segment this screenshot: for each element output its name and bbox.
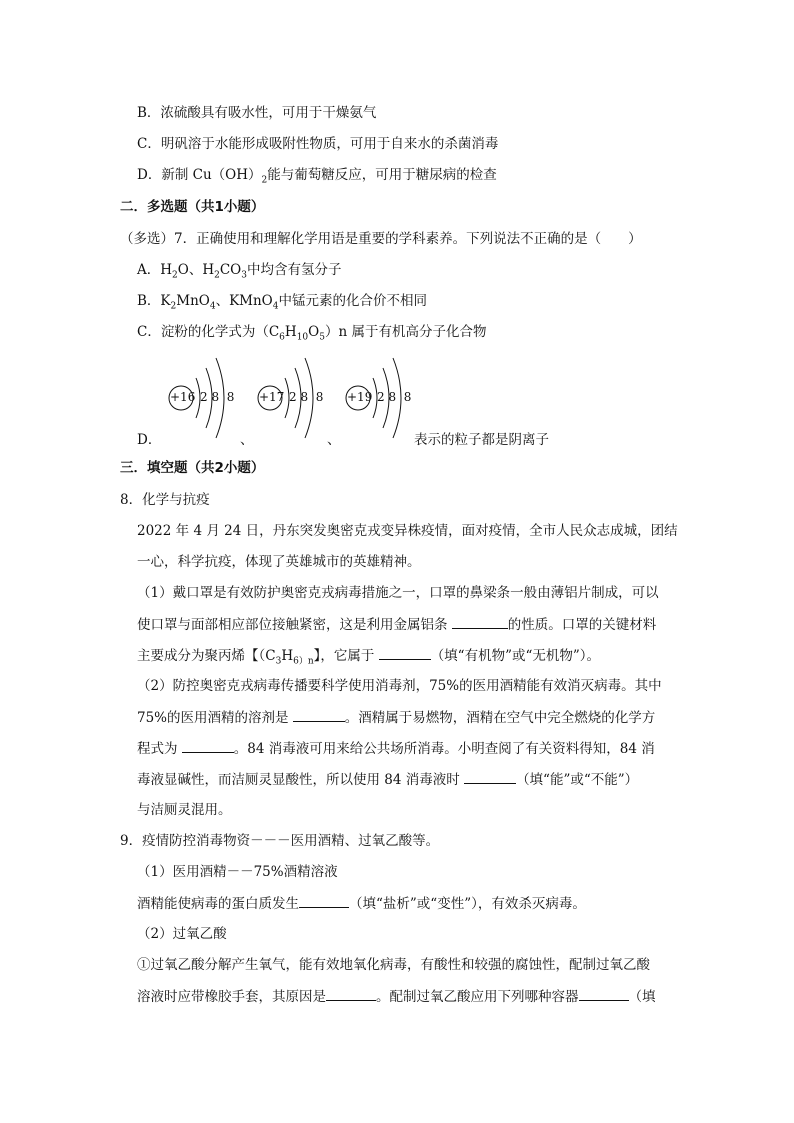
answer-blank[interactable]	[452, 614, 508, 629]
atom-2-shells: 2 8 8	[289, 390, 324, 404]
q7-option-d-text: 表示的粒子都是阴离子	[414, 432, 549, 448]
q8-intro-line-2: 一心，科学抗疫，体现了英雄城市的英雄精神。	[137, 554, 421, 570]
q7-option-d-label: D．	[137, 432, 162, 448]
section-title-fill-in: 三．填空题（共2小题）	[120, 460, 265, 476]
atom-3-shells: 2 8 8	[377, 390, 412, 404]
q6-option-b: B．浓硫酸具有吸水性，可用于干燥氨气	[137, 105, 377, 121]
q8-intro-line-1: 2022 年 4 月 24 日，丹东突发奥密克戎变异株疫情，面对疫情，全市人民众志成城，团结	[137, 523, 678, 539]
answer-blank[interactable]	[579, 986, 629, 1001]
q7-option-d-separator-1: 、	[240, 432, 254, 448]
q8-part1-line-1: （1）戴口罩是有效防护奥密克戎病毒措施之一，口罩的鼻梁条一般由薄铝片制成，可以	[137, 585, 659, 601]
q9-part2-line-2: 溶液时应带橡胶手套，其原因是 。配制过氧乙酸应用下列哪种容器 （填	[137, 986, 656, 1007]
q9-part1-line-1: 酒精能使病毒的蛋白质发生 （填“盐析”或“变性”），有效杀灭病毒。	[137, 893, 586, 914]
section-title-multiple-choice: 二．多选题（共1小题）	[120, 199, 265, 215]
q8-part2-line-4: 毒液显碱性，而洁厕灵显酸性，所以使用 84 消毒液时 （填“能”或“不能”）	[137, 769, 638, 790]
q7-option-b: B．$K_2MnO_4$、KMnO$_4$中锰元素的化合价不相同	[137, 293, 427, 312]
answer-blank[interactable]	[299, 893, 349, 908]
answer-blank[interactable]	[464, 769, 516, 784]
answer-blank[interactable]	[293, 707, 345, 722]
atom-diagram-1	[162, 356, 242, 442]
answer-blank[interactable]	[379, 645, 431, 660]
q7-stem: （多选）7．正确使用和理解化学用语是重要的学科素养。下列说法不正确的是（ ）	[120, 231, 642, 247]
atom-diagram-2	[251, 356, 331, 442]
atom-diagram-3	[339, 356, 419, 442]
atom-2-nucleus: +17	[259, 390, 285, 404]
q8-part1-line-3: 主要成分为聚丙烯【（$C_3H_{6)n}$】，它属于 （填“有机物”或“无机物”）。	[137, 645, 600, 666]
q9-part1-heading: （1）医用酒精－－75%酒精溶液	[137, 864, 338, 880]
q9-part2-heading: （2）过氧乙酸	[137, 926, 227, 942]
atom-1-nucleus: +16	[170, 390, 196, 404]
q7-option-c: C．淀粉的化学式为$(C_6H_{10}O_5)n$ 属于有机高分子化合物	[137, 324, 487, 343]
atom-1-shells: 2 8 8	[200, 390, 235, 404]
q7-option-d-separator-2: 、	[327, 432, 341, 448]
q9-part2-line-1: ①过氧乙酸分解产生氧气，能有效地氧化病毒，有酸性和较强的腐蚀性，配制过氧乙酸	[137, 957, 650, 973]
q8-part2-line-2: 75%的医用酒精的溶剂是 。酒精属于易燃物，酒精在空气中完全燃烧的化学方	[137, 707, 655, 728]
q8-part2-line-3: 程式为 。84 消毒液可用来给公共场所消毒。小明查阅了有关资料得知，84 消	[137, 738, 655, 759]
answer-blank[interactable]	[182, 738, 234, 753]
answer-blank[interactable]	[326, 986, 376, 1001]
q8-part2-line-1: （2）防控奥密克戎病毒传播要科学使用消毒剂，75%的医用酒精能有效消灭病毒。其中	[137, 678, 662, 694]
q9-title: 9．疫情防控消毒物资－－－医用酒精、过氧乙酸等。	[120, 833, 440, 849]
atom-3-nucleus: +19	[347, 390, 373, 404]
q8-part1-line-2: 使口罩与面部相应部位接触紧密，这是利用金属铝条 的性质。口罩的关键材料	[137, 614, 656, 635]
q6-option-d: D．新制 $Cu(OH)_2$能与葡萄糖反应，可用于糖尿病的检查	[137, 167, 497, 186]
q7-option-a: A．$H_2O$、$H_2CO_3$中均含有氢分子	[137, 262, 342, 281]
q8-part2-line-5: 与洁厕灵混用。	[137, 802, 232, 818]
q6-option-c: C．明矾溶于水能形成吸附性物质，可用于自来水的杀菌消毒	[137, 136, 499, 152]
q8-title: 8．化学与抗疫	[120, 492, 210, 508]
